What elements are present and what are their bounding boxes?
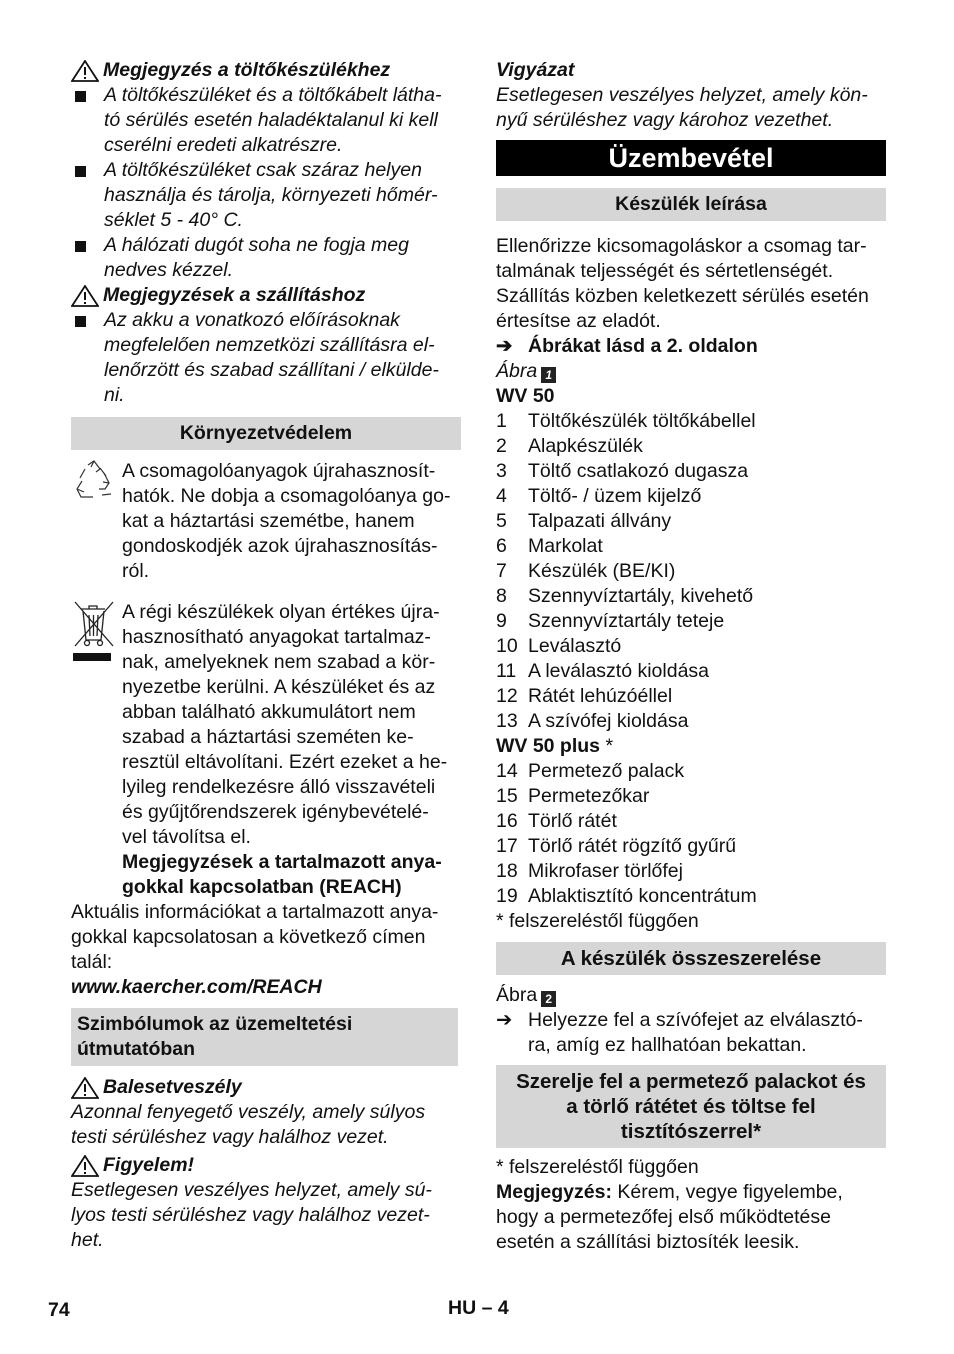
caution-title: Vigyázat [496,59,575,81]
list-item: A töltőkészüléket csak száraz helyen használja és tárolja, környezeti hőmér- séklet 5 - 40° C. [71,158,461,233]
warning-title: Figyelem! [71,1153,461,1178]
figure-number-box: 1 [541,367,556,383]
item-label: Ablaktisztító koncentrátum [528,885,757,907]
list-item [496,409,886,434]
transport-note-title: Megjegyzések a szállításhoz [71,283,461,308]
list-item: A töltőkészüléket és a töltőkábelt látha- tó sérülés esetén haladéktalanul ki kell cserélni eredeti alkatrészre. [71,83,461,158]
list-item [496,584,886,609]
list-item [496,609,886,634]
list-item [496,634,886,659]
item-number: 4 [496,485,507,507]
figure-number-box: 2 [541,991,556,1007]
warning-triangle-icon [71,285,99,307]
item-number: 16 [496,810,518,832]
list-item [496,484,886,509]
item-number: 18 [496,860,518,882]
charger-note-list [71,83,461,283]
list-item [496,684,886,709]
language-page-label: HU – 4 [448,1297,509,1319]
list-item [496,434,886,459]
item-number: 8 [496,585,507,607]
list-item [496,884,886,909]
note-paragraph: Megjegyzés: Kérem, vegye figyelembe, hogy a permetezőfej első működtetése esetén a szállítási biztosíték leesik. [496,1181,843,1253]
description-heading: Készülék leírása [496,188,886,221]
caution-text: Esetlegesen veszélyes helyzet, amely kön- nyű sérüléshez vagy károhoz vezethet. [496,84,868,131]
item-label: Töltőkészülék töltőkábellel [528,410,756,432]
item-number: 2 [496,435,507,457]
item-number: 13 [496,710,518,732]
item-number: 12 [496,685,518,707]
item-number: 3 [496,460,507,482]
model-wv50: WV 50 [496,385,555,407]
item-number: 15 [496,785,518,807]
description-text: Ellenőrizze kicsomagoláskor a csomag tar- talmának teljességét és sértetlenségét. Szállítás közben keletkezett sérülés esetén értesítse az eladót. [496,235,869,332]
list-item: Az akku a vonatkozó előírásoknak megfelelően nemzetközi szállításra el- lenőrzött és szabad szállítani / elkülde- ni. [71,308,461,408]
item-label: Permetező palack [528,760,685,782]
list-item [496,659,886,684]
item-number: 6 [496,535,507,557]
list-item [496,834,886,859]
item-label: Mikrofaser törlőfej [528,860,683,882]
equipment-note-2: * felszereléstől függően [496,1156,699,1178]
figures-reference: ➔ Ábrákat lásd a 2. oldalon [496,335,758,357]
recycle-icon [71,459,117,503]
reach-url-link[interactable]: www.kaercher.com/REACH [71,976,322,998]
item-label: Permetezőkar [528,785,650,807]
figure-2-label: Ábra 2 [496,983,886,1008]
warning-triangle-icon [71,1077,99,1099]
left-column [71,58,461,1253]
item-number: 7 [496,560,507,582]
danger-text: Azonnal fenyegető veszély, amely súlyos testi sérüléshez vagy halálhoz vezet. [71,1101,426,1148]
environment-heading: Környezetvédelem [71,417,461,450]
list-item [496,559,886,584]
figure-1-label: Ábra 1 [496,359,886,384]
item-label: A szívófej kioldása [528,710,689,732]
equipment-note: * felszereléstől függően [496,910,699,932]
recycle-text: A csomagolóanyagok újrahasznosít- hatók. Ne dobja a csomagolóanya go- kat a háztartási szemétbe, hanem gondoskodjék azok újrahasznosítás- ról. [122,460,451,582]
item-label: Markolat [528,535,603,557]
danger-title: Balesetveszély [71,1075,461,1100]
list-item [496,459,886,484]
item-label: Törlő rátét [528,810,617,832]
item-number: 5 [496,510,507,532]
item-label: Töltő- / üzem kijelző [528,485,702,507]
main-heading: Üzembevétel [496,140,886,176]
crossed-bin-icon [71,600,117,662]
list-item [496,809,886,834]
list-item [496,534,886,559]
arrow-right-icon: ➔ [496,335,513,357]
weee-block [71,600,461,900]
right-column [496,58,886,1255]
warning-text: Esetlegesen veszélyes helyzet, amely sú- lyos testi sérüléshez vagy halálhoz vezet- het. [71,1179,432,1251]
item-label: Készülék (BE/KI) [528,560,676,582]
item-number: 1 [496,410,507,432]
list-item [496,509,886,534]
item-number: 9 [496,610,507,632]
item-number: 10 [496,635,518,657]
charger-note-title: Megjegyzés a töltőkészülékhez [71,58,461,83]
item-label: Szennyvíztartály teteje [528,610,725,632]
item-label: Talpazati állvány [528,510,672,532]
parts-list-wv50 [496,409,886,734]
symbols-heading: Szimbólumok az üzemeltetési útmutatóban [71,1008,458,1066]
assembly-step: ➔ Helyezze fel a szívófejet az elválasztó- ra, amíg ez hallhatóan bekattan. [496,1009,863,1056]
warning-triangle-icon [71,1155,99,1177]
item-label: Töltő csatlakozó dugasza [528,460,749,482]
item-label: Rátét lehúzóéllel [528,685,673,707]
reach-title: Megjegyzések a tartalmazott anya- gokkal kapcsolatban (REACH) [122,851,442,898]
list-item: A hálózati dugót soha ne fogja meg nedves kézzel. [71,233,461,283]
reach-text: Aktuális információkat a tartalmazott anya- gokkal kapcsolatosan a következő címen talál: [71,901,439,973]
item-number: 11 [496,660,517,682]
warning-triangle-icon [71,60,99,82]
transport-note-list [71,308,461,408]
item-label: Alapkészülék [528,435,643,457]
parts-list-wv50plus [496,759,886,909]
recycle-block [71,459,461,584]
list-item [496,859,886,884]
item-number: 14 [496,760,518,782]
model-wv50plus: WV 50 plus * [496,735,614,757]
list-item [496,784,886,809]
assembly-heading: A készülék összeszerelése [496,942,886,975]
item-number: 19 [496,885,518,907]
spray-heading: Szerelje fel a permetező palackot és a törlő rátétet és töltse fel tisztítószerrel* [496,1065,886,1148]
list-item [496,759,886,784]
item-label: Leválasztó [528,635,622,657]
item-label: Törlő rátét rögzítő gyűrű [528,835,737,857]
item-label: Szennyvíztartály, kivehető [528,585,754,607]
arrow-right-icon: ➔ [496,1009,513,1031]
item-label: A leválasztó kioldása [528,660,710,682]
list-item [496,709,886,734]
item-number: 17 [496,835,518,857]
page-number: 74 [48,1299,70,1321]
weee-text: A régi készülékek olyan értékes újra- hasznosítható anyagokat tartalmaz- nak, amelyeknek nem szabad a kör- nyezetbe kerülni. A készüléket és az abban található akkumulátort nem szabad a háztartási szeméten ke- resztül eltávolítani. Ezért ezeket a he- lyileg rendelkezésre álló visszavételi és gyűjtőrendszerek igénybevételé- vel távolítsa el. [122,601,448,848]
